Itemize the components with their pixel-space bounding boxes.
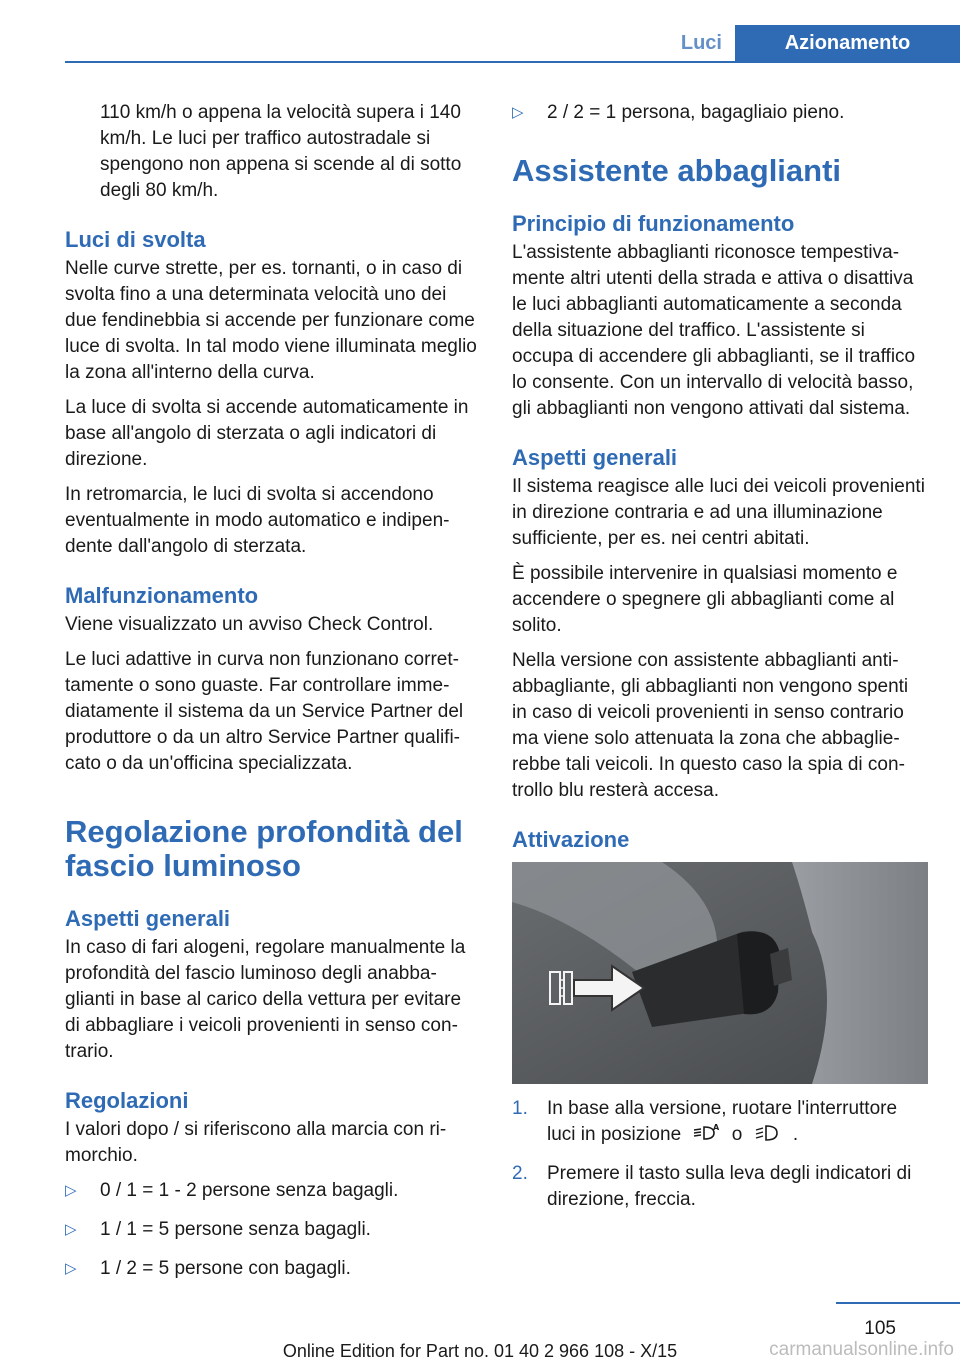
- list-item: 2. Premere il tasto sulla leva degli indicatori di direzione, freccia.: [512, 1163, 912, 1210]
- heading-malfunzionamento: Malfunzionamento: [65, 583, 259, 608]
- paragraph: Le luci adattive in curva non funzionano correttamente o sono guaste. Far controllare immediatamente il sistema da un Service Partner del produttore o da un altro Service Partner qualificato o da un'officina specializzata.: [65, 649, 464, 774]
- list-item: ▷ 0 / 1 = 1 - 2 persone senza bagagli.: [65, 1178, 477, 1210]
- bullet-triangle-icon: ▷: [65, 1182, 77, 1199]
- paragraph: La luce di svolta si accende automaticamente in base all'angolo di sterzata o agli indicatori di direzione.: [65, 397, 469, 470]
- turn-signal-lever-photo: [512, 862, 928, 1084]
- header-rule: [65, 61, 960, 63]
- list-item: ▷ 1 / 2 = 5 persone con bagagli.: [65, 1256, 477, 1288]
- footer-edition: Online Edition for Part no. 01 40 2 966 108 - X/15: [282, 1341, 678, 1361]
- heading-luci-di-svolta: Luci di svolta: [65, 227, 206, 252]
- regolazioni-list: [65, 1178, 477, 1288]
- paragraph: L'assistente abbaglianti riconosce tempestivamente altri utenti della strada e attiva o disattiva le luci abbaglianti automaticamente a seconda della situazione del traffico. L'assistente si occupa di accendere gli abbaglianti, se il traffico lo consente. Con un intervallo di velocità basso, gli abbaglianti non vengono attivati dal sistema.: [512, 242, 916, 419]
- header-chapter-tab: Azionamento: [735, 25, 960, 61]
- paragraph: In caso di fari alogeni, regolare manualmente la profondità del fascio luminoso degli anabbaglianti in base al carico della vettura per evitare di abbagliare i veicoli provenienti in senso contrario.: [65, 937, 466, 1062]
- list-item: ▷ 2 / 2 = 1 persona, bagagliaio pieno.: [512, 100, 928, 132]
- bullet-triangle-icon: ▷: [65, 1221, 77, 1238]
- step-number: 1.: [512, 1098, 528, 1119]
- auto-headlight-icon: [692, 1123, 720, 1143]
- paragraph: Viene visualizzato un avviso Check Control.: [65, 614, 434, 635]
- low-beam-icon: [754, 1123, 782, 1143]
- left-column: [65, 100, 477, 1295]
- paragraph: Nella versione con assistente abbaglianti antiabbagliante, gli abbaglianti non vengono spenti in caso di veicoli provenienti in senso contrario ma viene solo attenuata la zona che abbaglierebbe tali veicoli. In questo caso la spia di controllo blu resterà accesa.: [512, 650, 909, 801]
- list-item: ▷ 1 / 1 = 5 persone senza bagagli.: [65, 1217, 477, 1249]
- paragraph: In retromarcia, le luci di svolta si accendono eventualmente in modo automatico e indipendente dall'angolo di sterzata.: [65, 484, 450, 557]
- heading-attivazione: Attivazione: [512, 827, 630, 852]
- list-item: 1. In base alla versione, ruotare l'interruttore luci in posizione A o .: [512, 1098, 898, 1145]
- paragraph: I valori dopo / si riferiscono alla marcia con rimorchio.: [65, 1119, 447, 1166]
- footer-rule: [836, 1302, 960, 1304]
- svg-text:A: A: [713, 1123, 720, 1132]
- paragraph: È possibile intervenire in qualsiasi momento e accendere o spegnere gli abbaglianti come al solito.: [512, 563, 898, 636]
- heading-principio: Principio di funzionamento: [512, 211, 795, 236]
- paragraph: Nelle curve strette, per es. tornanti, o in caso di svolta fino a una determinata velocità uno dei due fendinebbia si accende per funzionare come luce di svolta. In tal modo viene illuminata meglio la zona all'interno della curva.: [65, 258, 477, 383]
- section-title-assistente-abbaglianti: Assistente abbaglianti: [512, 153, 842, 188]
- footer-watermark: carmanualsonline.info: [769, 1339, 954, 1360]
- step-number: 2.: [512, 1163, 528, 1184]
- bullet-triangle-icon: ▷: [512, 104, 524, 121]
- header-section: Luci: [680, 32, 722, 54]
- bullet-triangle-icon: ▷: [65, 1260, 77, 1277]
- heading-regolazioni: Regolazioni: [65, 1088, 189, 1113]
- paragraph: Il sistema reagisce alle luci dei veicoli provenienti in direzione contraria e ad una illuminazione sufficiente, per es. nei centri abitati.: [512, 476, 925, 549]
- regolazioni-list-continued: [512, 100, 928, 132]
- section-title-regolazione: Regolazione profondità del fascio luminoso: [65, 814, 463, 883]
- intro-paragraph: 110 km/h o appena la velocità supera i 140 km/h. Le luci per traffico autostradale si spengono non appena si scende al di sotto degli 80 km/h.: [100, 102, 462, 201]
- page-number: 105: [864, 1318, 896, 1339]
- heading-aspetti-generali: Aspetti generali: [512, 445, 678, 470]
- heading-aspetti-generali: Aspetti generali: [65, 906, 231, 931]
- attivazione-steps: [512, 1096, 928, 1219]
- right-column: [512, 100, 928, 1226]
